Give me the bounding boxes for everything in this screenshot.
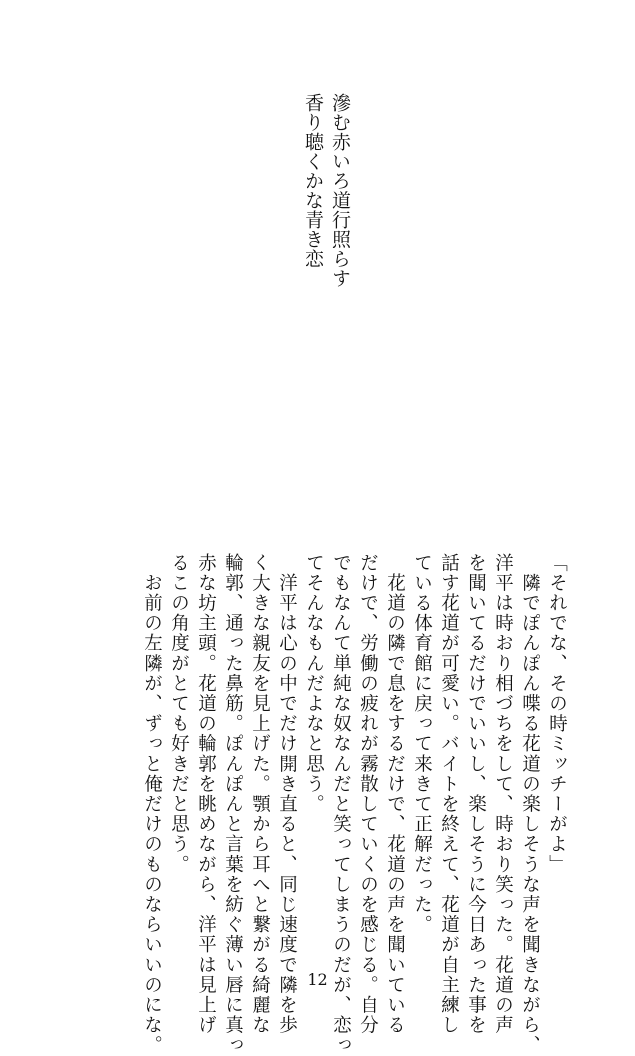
body-line-13: 輪郭、通った鼻筋。ぽんぽんと言葉を紡ぐ薄い唇に真っ bbox=[222, 553, 244, 1056]
body-line-9: でもなんて単純な奴なんだと笑ってしまうのだが、恋っ bbox=[330, 553, 352, 1056]
body-line-10: てそんなもんだよなと思う。 bbox=[303, 553, 325, 815]
body-line-14: 赤な坊主頭。花道の輪郭を眺めながら、洋平は見上げ bbox=[195, 553, 217, 1036]
body-line-6: ている体育館に戻って来きて正解だった。 bbox=[411, 553, 433, 935]
body-line-11: 洋平は心の中でだけ開き直ると、同じ速度で隣を歩 bbox=[276, 553, 298, 1036]
body-line-16: お前の左隣が、ずっと俺だけのものならいいのにな。 bbox=[141, 553, 163, 1056]
body-line-15: るこの角度がとても好きだと思う。 bbox=[168, 553, 190, 875]
body-line-12: く大きな親友を見上げた。顎から耳へと繋がる綺麗な bbox=[249, 553, 271, 1036]
body-line-2: 隣でぽんぽん喋る花道の楽しそうな声を聞きながら、 bbox=[519, 553, 541, 1056]
title-line-1: 滲む赤いろ道行照らす bbox=[329, 93, 351, 288]
body-line-8: だけで、労働の疲れが霧散していくのを感じる。自分 bbox=[357, 553, 379, 1036]
body-line-7: 花道の隣で息をするだけで、花道の声を聞いている bbox=[384, 553, 406, 1036]
page-number: 12 bbox=[307, 970, 328, 989]
body-line-1: 「それでな、その時ミッチーがよ」 bbox=[546, 553, 568, 875]
title-line-2: 香り聴くかな青き恋 bbox=[302, 93, 324, 269]
body-line-3: 洋平は時おり相づちをして、時おり笑った。花道の声 bbox=[492, 553, 514, 1036]
body-line-5: 話す花道が可愛い。バイトを終えて、花道が自主練し bbox=[438, 553, 460, 1036]
body-line-4: を聞いてるだけでいいし、楽しそうに今日あった事を bbox=[465, 553, 487, 1036]
